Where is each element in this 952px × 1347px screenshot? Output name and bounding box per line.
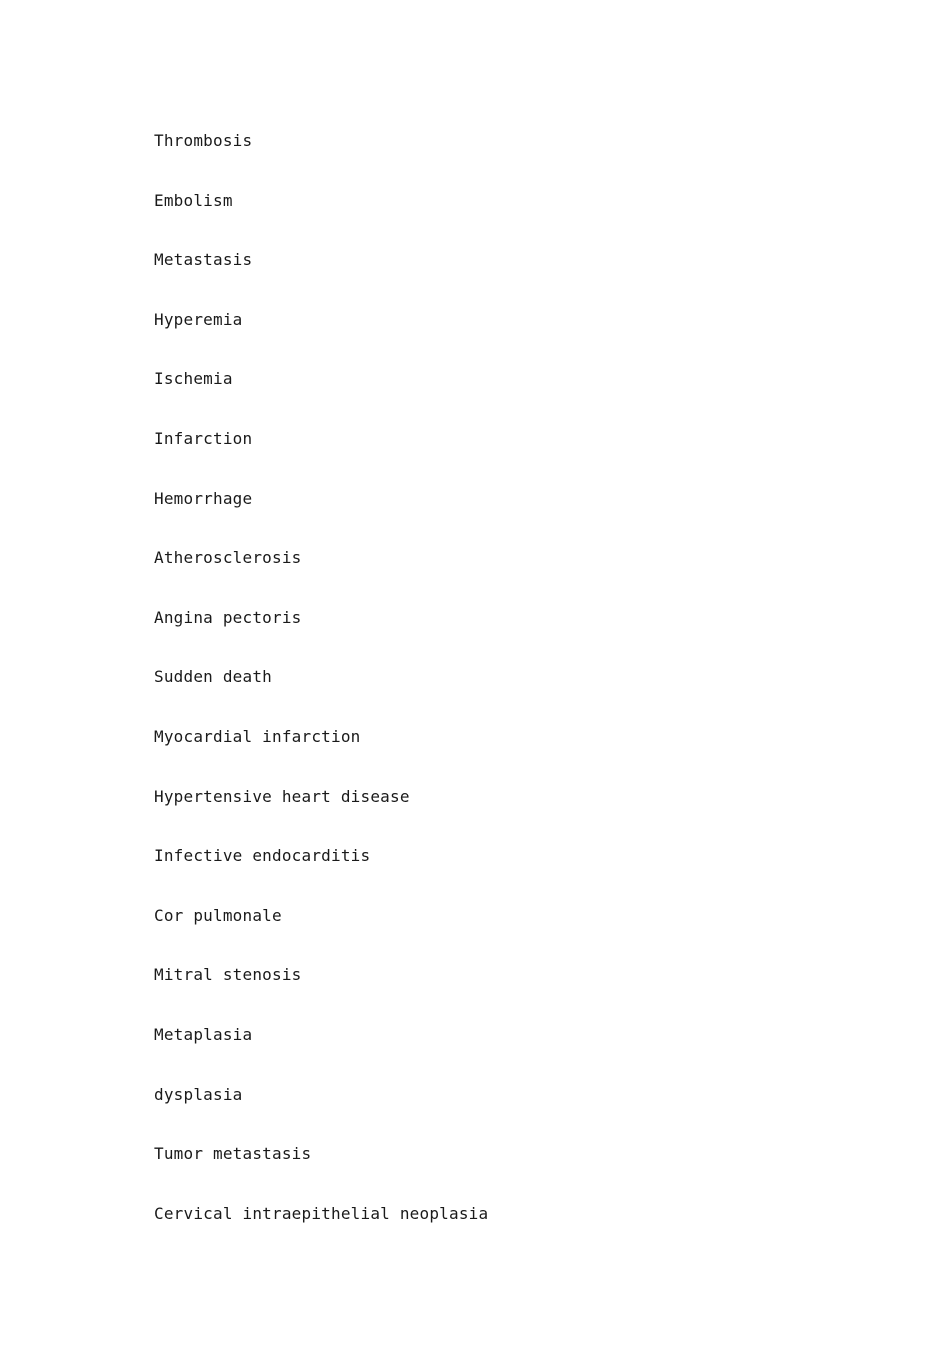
term-item: Angina pectoris (154, 607, 302, 627)
term-item: Atherosclerosis (154, 548, 302, 568)
term-item: Embolism (154, 190, 233, 210)
term-item: Cor pulmonale (154, 905, 282, 925)
term-item: Thrombosis (154, 131, 253, 150)
term-item: Myocardial infarction (154, 726, 361, 746)
term-item: Infarction (154, 428, 253, 448)
term-item: Hyperemia (154, 309, 243, 329)
term-item: Ischemia (154, 369, 233, 389)
term-item: Metastasis (154, 250, 253, 270)
term-list (154, 130, 488, 1262)
term-item: Hypertensive heart disease (154, 786, 410, 806)
term-item: Metaplasia (154, 1024, 253, 1044)
term-item: Tumor metastasis (154, 1144, 312, 1164)
term-item: Cervical intraepithelial neoplasia (154, 1203, 489, 1223)
term-item: Mitral stenosis (154, 965, 302, 985)
term-item: Infective endocarditis (154, 846, 371, 866)
term-item: Sudden death (154, 667, 272, 687)
term-item: Hemorrhage (154, 488, 253, 508)
term-item: dysplasia (154, 1084, 243, 1104)
